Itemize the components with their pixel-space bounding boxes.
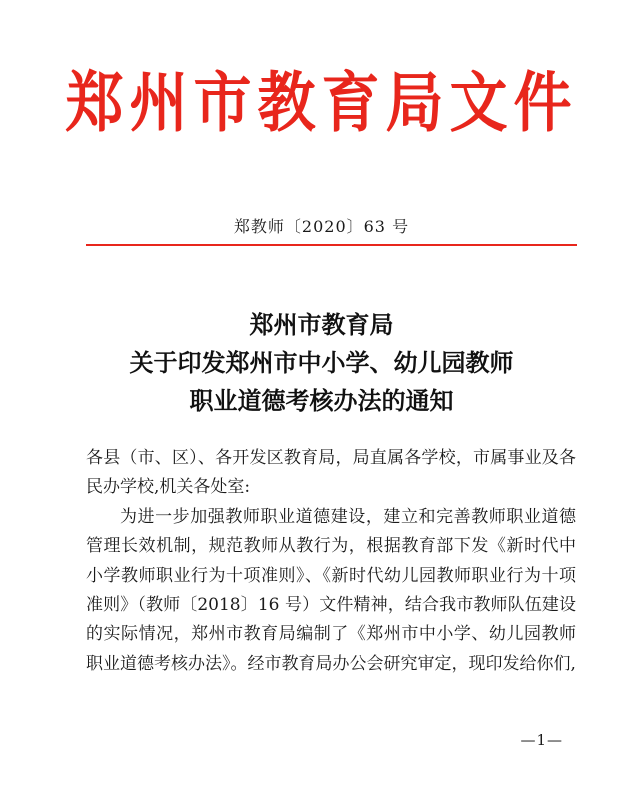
red-divider-line — [86, 244, 577, 246]
salutation-paragraph: 各县（市、区）、各开发区教育局，局直属各学校，市属事业及各民办学校,机关各处室: — [86, 448, 576, 498]
title-line-3: 职业道德考核办法的通知 — [189, 386, 454, 415]
title-line-1: 郑州市教育局 — [249, 310, 394, 339]
notice-body — [86, 444, 576, 679]
body-paragraph: 为进一步加强教师职业道德建设，建立和完善教师职业道德管理长效机制，规范教师从教行为，根据教育部下发《新时代中小学教师职业行为十项准则》、《新时代幼儿园教师职业行为十项准则》（教师〔2018〕16 号）文件精神，结合我市教师队伍建设的实际情况，郑州市教育局编制了《郑州市中小学、幼儿园教师职业道德考核办法》。经市教育局办公会研究审定，现印发给你们, — [86, 506, 576, 674]
title-line-2: 关于印发郑州市中小学、幼儿园教师 — [129, 348, 514, 377]
document-number: 郑教师〔2020〕63 号 — [233, 217, 410, 236]
notice-title — [0, 306, 643, 420]
page-number: —1— — [520, 731, 563, 749]
document-header-title: 郑州市教育局文件 — [65, 64, 578, 141]
